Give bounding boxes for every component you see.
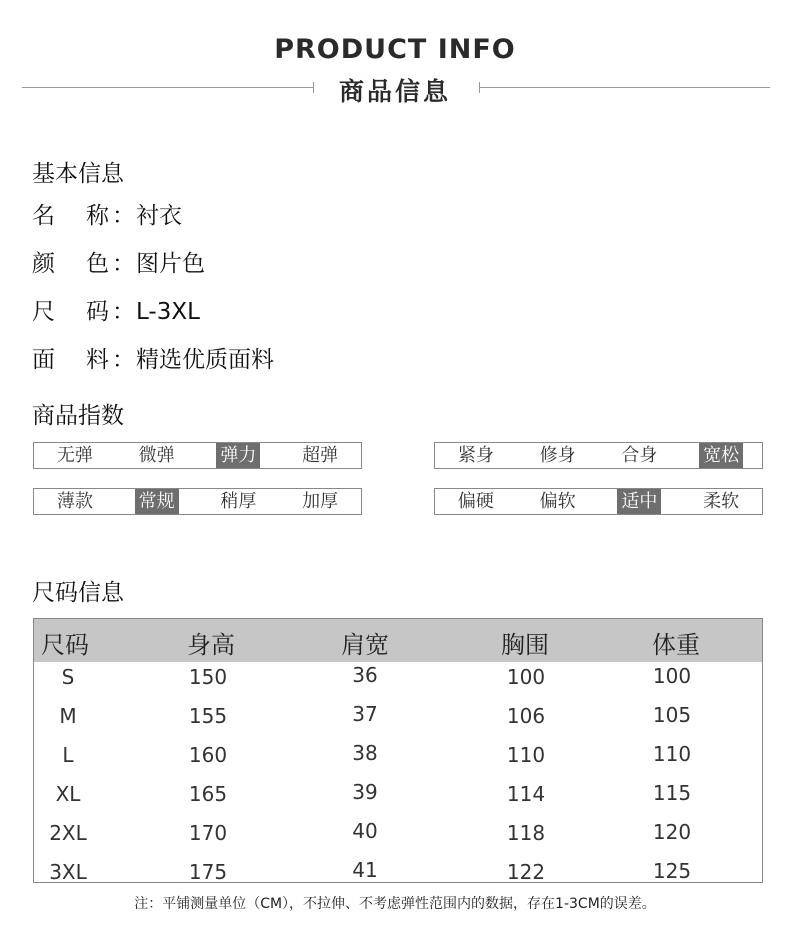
softness-scale: [434, 488, 763, 515]
column-header: 肩宽: [341, 631, 389, 659]
scale-option: 偏硬: [457, 491, 494, 512]
info-key-char-2: 称: [86, 203, 109, 229]
table-cell: 110: [506, 743, 546, 767]
info-colon: ：: [112, 251, 135, 277]
size-table-header: [34, 619, 762, 662]
scale-option: 宽松: [680, 443, 762, 468]
scale-option: 合身: [621, 445, 658, 466]
info-value-size: L-3XL: [136, 299, 200, 325]
table-cell: 106: [506, 704, 546, 728]
info-key-char-1: 面: [32, 347, 55, 373]
scale-option: 紧身: [457, 445, 494, 466]
scale-option: 无弹: [56, 445, 93, 466]
table-cell: 155: [188, 704, 228, 728]
table-cell: 120: [652, 820, 692, 844]
divider-right: [480, 87, 770, 88]
column-header: 尺码: [41, 631, 89, 659]
elasticity-scale: [33, 442, 362, 469]
column-header: 体重: [652, 631, 700, 659]
info-key-char-2: 色: [86, 251, 109, 277]
scale-option: 偏软: [539, 491, 576, 512]
info-colon: ：: [112, 347, 135, 373]
product-index-heading: 商品指数: [32, 403, 124, 429]
scale-option: 弹力: [198, 443, 280, 468]
fit-scale: [434, 442, 763, 469]
table-cell: 100: [506, 665, 546, 689]
table-cell: 165: [188, 782, 228, 806]
scale-option: 薄款: [56, 491, 93, 512]
size-info-heading: 尺码信息: [32, 580, 124, 606]
info-value-fabric: 精选优质面料: [136, 347, 274, 373]
scale-option: 适中: [599, 489, 681, 514]
table-cell: 114: [506, 782, 546, 806]
info-value-color: 图片色: [136, 251, 205, 277]
info-key-char-1: 尺: [32, 299, 55, 325]
info-key-char-2: 料: [86, 347, 109, 373]
thickness-scale: [33, 488, 362, 515]
table-cell: 37: [352, 702, 378, 726]
table-cell: M: [59, 704, 77, 728]
scale-option: 修身: [539, 445, 576, 466]
table-cell: 36: [352, 663, 378, 687]
size-table: [33, 618, 763, 883]
table-cell: 2XL: [49, 821, 87, 845]
table-cell: 41: [352, 858, 378, 882]
title-english: PRODUCT INFO: [274, 34, 516, 65]
table-cell: 122: [506, 860, 546, 884]
column-header: 身高: [187, 631, 235, 659]
table-cell: 160: [188, 743, 228, 767]
table-cell: 115: [652, 781, 692, 805]
basic-info-heading: 基本信息: [32, 161, 124, 187]
scale-option: 加厚: [302, 491, 339, 512]
table-cell: 40: [352, 819, 378, 843]
title-chinese: 商品信息: [338, 77, 451, 106]
info-key-char-2: 码: [86, 299, 109, 325]
table-cell: 105: [652, 703, 692, 727]
scale-option: 超弹: [302, 445, 339, 466]
table-cell: 3XL: [49, 860, 87, 884]
info-value-name: 衬衣: [136, 203, 182, 229]
scale-option: 常规: [116, 489, 198, 514]
scale-option: 柔软: [703, 491, 740, 512]
scale-option: 微弹: [138, 445, 175, 466]
info-colon: ：: [112, 299, 135, 325]
table-cell: 175: [188, 860, 228, 884]
scale-option: 稍厚: [220, 491, 257, 512]
table-cell: 38: [352, 741, 378, 765]
column-header: 胸围: [501, 631, 549, 659]
table-cell: 125: [652, 859, 692, 883]
table-cell: 118: [506, 821, 546, 845]
table-cell: 110: [652, 742, 692, 766]
table-cell: 170: [188, 821, 228, 845]
info-colon: ：: [112, 203, 135, 229]
table-cell: 150: [188, 665, 228, 689]
measurement-note: 注：平铺测量单位（CM），不拉伸、不考虑弹性范围内的数据，存在1-3CM的误差。: [134, 896, 656, 912]
table-cell: L: [62, 743, 74, 767]
table-cell: XL: [55, 782, 81, 806]
table-cell: 100: [652, 664, 692, 688]
info-key-char-1: 名: [32, 203, 55, 229]
info-key-char-1: 颜: [32, 251, 55, 277]
table-cell: S: [61, 665, 75, 689]
table-cell: 39: [352, 780, 378, 804]
